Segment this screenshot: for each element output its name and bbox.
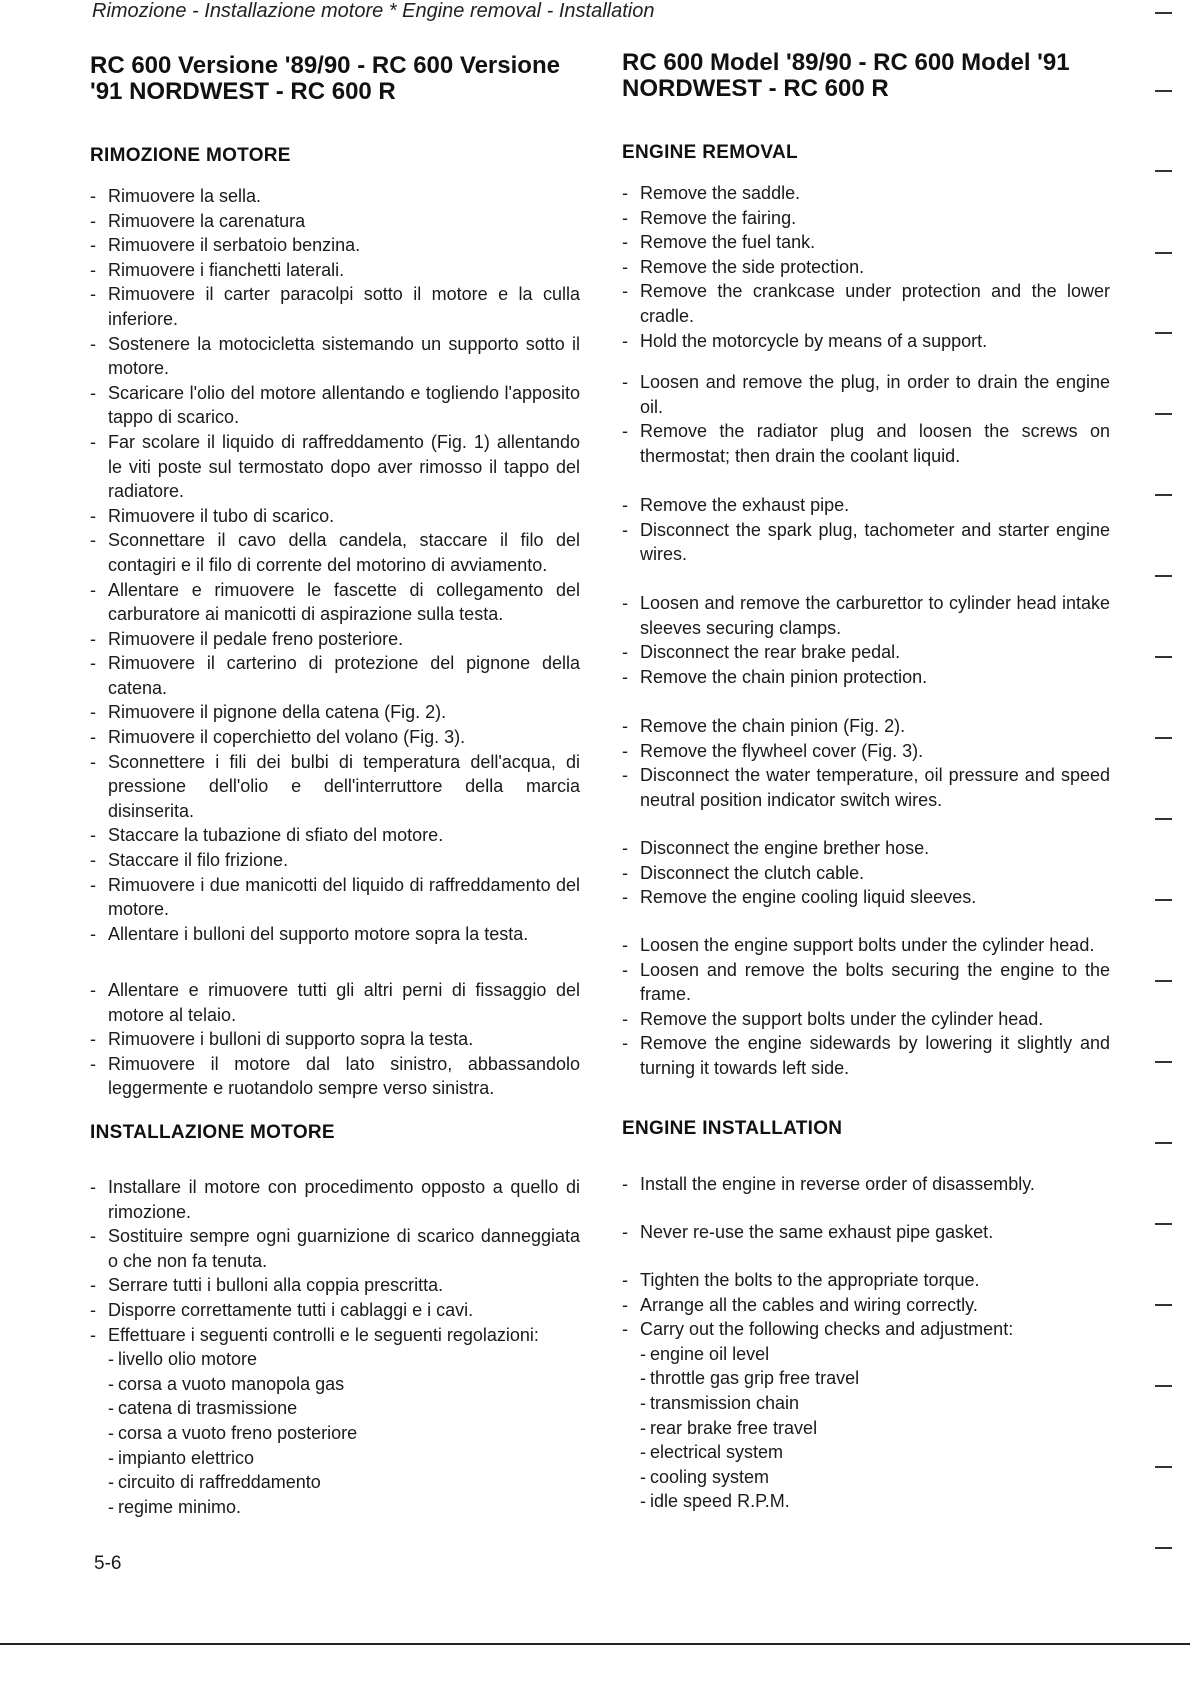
right-removal-heading: ENGINE REMOVAL <box>622 142 798 163</box>
step-item: - Rimuovere il coperchietto del volano (Fig. 3). <box>90 725 580 750</box>
check-item: - electrical system <box>640 1440 1110 1465</box>
edge-mark <box>1155 737 1172 739</box>
step-item: - Disporre correttamente tutti i cablaggi e i cavi. <box>90 1298 580 1323</box>
step-item: - Remove the support bolts under the cylinder head. <box>622 1007 1110 1032</box>
check-item: - cooling system <box>640 1465 1110 1490</box>
step-item: - Arrange all the cables and wiring correctly. <box>622 1293 1110 1318</box>
edge-mark <box>1155 575 1172 577</box>
edge-mark <box>1155 1061 1172 1063</box>
left-installation-heading: INSTALLAZIONE MOTORE <box>90 1122 335 1143</box>
step-item: - Remove the saddle. <box>622 181 1110 206</box>
step-item: - Rimuovere il serbatoio benzina. <box>90 233 580 258</box>
check-item: - corsa a vuoto manopola gas <box>108 1372 580 1397</box>
check-item: - regime minimo. <box>108 1495 580 1520</box>
check-item: - impianto elettrico <box>108 1446 580 1471</box>
check-item: - corsa a vuoto freno posteriore <box>108 1421 580 1446</box>
step-item: - Remove the exhaust pipe. <box>622 493 1110 518</box>
left-removal-list-1 <box>90 184 580 946</box>
step-item: - Sostenere la motocicletta sistemando un supporto sotto il motore. <box>90 332 580 381</box>
right-installation-list-1 <box>622 1172 1110 1197</box>
left-checks-list <box>90 1347 580 1519</box>
check-item: - catena di trasmissione <box>108 1396 580 1421</box>
step-item: - Disconnect the rear brake pedal. <box>622 640 1110 665</box>
edge-mark <box>1155 1547 1172 1549</box>
step-item: - Remove the fuel tank. <box>622 230 1110 255</box>
check-item: - livello olio motore <box>108 1347 580 1372</box>
step-item: - Staccare il filo frizione. <box>90 848 580 873</box>
running-title: Rimozione - Installazione motore * Engine removal - Installation <box>92 0 655 22</box>
step-item: - Rimuovere il tubo di scarico. <box>90 504 580 529</box>
step-item: - Never re-use the same exhaust pipe gasket. <box>622 1220 1110 1245</box>
step-item: - Effettuare i seguenti controlli e le seguenti regolazioni: <box>90 1323 580 1348</box>
edge-mark <box>1155 494 1172 496</box>
check-item: - engine oil level <box>640 1342 1110 1367</box>
step-item: - Remove the engine cooling liquid sleeves. <box>622 885 1110 910</box>
edge-mark <box>1155 1385 1172 1387</box>
step-item: - Disconnect the clutch cable. <box>622 861 1110 886</box>
right-installation-list-2 <box>622 1220 1110 1245</box>
step-item: - Allentare i bulloni del supporto motore sopra la testa. <box>90 922 580 947</box>
edge-mark <box>1155 1142 1172 1144</box>
step-item: - Scaricare l'olio del motore allentando e togliendo l'apposito tappo di scarico. <box>90 381 580 430</box>
edge-mark <box>1155 899 1172 901</box>
step-item: - Rimuovere i due manicotti del liquido di raffreddamento del motore. <box>90 873 580 922</box>
step-item: - Install the engine in reverse order of disassembly. <box>622 1172 1110 1197</box>
right-installation-list-3 <box>622 1268 1110 1342</box>
right-removal-list-5 <box>622 714 1110 812</box>
right-removal-list-2 <box>622 370 1110 468</box>
edge-mark <box>1155 90 1172 92</box>
check-item: - circuito di raffreddamento <box>108 1470 580 1495</box>
step-item: - Sconnettare il cavo della candela, staccare il filo del contagiri e il filo di corrente del motorino di avviamento. <box>90 528 580 577</box>
left-removal-heading: RIMOZIONE MOTORE <box>90 145 291 166</box>
step-item: - Allentare e rimuovere tutti gli altri perni di fissaggio del motore al telaio. <box>90 978 580 1027</box>
step-item: - Remove the flywheel cover (Fig. 3). <box>622 739 1110 764</box>
page-number: 5-6 <box>94 1553 122 1574</box>
right-removal-list-7 <box>622 933 1110 1081</box>
edge-mark <box>1155 170 1172 172</box>
edge-mark <box>1155 980 1172 982</box>
step-item: - Tighten the bolts to the appropriate torque. <box>622 1268 1110 1293</box>
step-item: - Serrare tutti i bulloni alla coppia prescritta. <box>90 1273 580 1298</box>
step-item: - Rimuovere la sella. <box>90 184 580 209</box>
step-item: - Rimuovere il motore dal lato sinistro, abbassandolo leggermente e ruotandolo sempre verso sinistra. <box>90 1052 580 1101</box>
step-item: - Rimuovere la carenatura <box>90 209 580 234</box>
step-item: - Allentare e rimuovere le fascette di collegamento del carburatore ai manicotti di aspirazione sulla testa. <box>90 578 580 627</box>
step-item: - Loosen and remove the carburettor to cylinder head intake sleeves securing clamps. <box>622 591 1110 640</box>
step-item: - Rimuovere i fianchetti laterali. <box>90 258 580 283</box>
step-item: - Remove the chain pinion protection. <box>622 665 1110 690</box>
step-item: - Rimuovere il carterino di protezione del pignone della catena. <box>90 651 580 700</box>
step-item: - Rimuovere il pedale freno posteriore. <box>90 627 580 652</box>
step-item: - Loosen and remove the bolts securing the engine to the frame. <box>622 958 1110 1007</box>
check-item: - idle speed R.P.M. <box>640 1489 1110 1514</box>
check-item: - transmission chain <box>640 1391 1110 1416</box>
step-item: - Disconnect the spark plug, tachometer and starter engine wires. <box>622 518 1110 567</box>
right-model-title: RC 600 Model '89/90 - RC 600 Model '91 NORDWEST - RC 600 R <box>622 49 1070 102</box>
edge-mark <box>1155 1304 1172 1306</box>
step-item: - Carry out the following checks and adjustment: <box>622 1317 1110 1342</box>
edge-mark <box>1155 1466 1172 1468</box>
check-item: - throttle gas grip free travel <box>640 1366 1110 1391</box>
right-removal-list-4 <box>622 591 1110 689</box>
step-item: - Staccare la tubazione di sfiato del motore. <box>90 823 580 848</box>
step-item: - Far scolare il liquido di raffreddamento (Fig. 1) allentando le viti poste sul termostato dopo aver rimosso il tappo del radiatore. <box>90 430 580 504</box>
right-removal-list-1 <box>622 181 1110 353</box>
step-item: - Remove the radiator plug and loosen the screws on thermostat; then drain the coolant liquid. <box>622 419 1110 468</box>
right-installation-heading: ENGINE INSTALLATION <box>622 1118 843 1139</box>
left-installation-block <box>90 1175 580 1519</box>
check-item: - rear brake free travel <box>640 1416 1110 1441</box>
step-item: - Sconnettere i fili dei bulbi di temperatura dell'acqua, di pressione dell'olio e dell'interruttore della marcia disinserita. <box>90 750 580 824</box>
edge-mark <box>1155 818 1172 820</box>
right-removal-list-3 <box>622 493 1110 567</box>
left-installation-list <box>90 1175 580 1347</box>
bottom-rule <box>0 1643 1190 1645</box>
left-removal-list-2 <box>90 978 580 1101</box>
edge-mark <box>1155 12 1172 14</box>
step-item: - Sostituire sempre ogni guarnizione di scarico danneggiata o che non fa tenuta. <box>90 1224 580 1273</box>
step-item: - Installare il motore con procedimento opposto a quello di rimozione. <box>90 1175 580 1224</box>
step-item: - Hold the motorcycle by means of a support. <box>622 329 1110 354</box>
right-installation-block <box>622 1268 1110 1514</box>
step-item: - Loosen and remove the plug, in order to drain the engine oil. <box>622 370 1110 419</box>
edge-mark <box>1155 413 1172 415</box>
step-item: - Remove the crankcase under protection and the lower cradle. <box>622 279 1110 328</box>
edge-mark <box>1155 252 1172 254</box>
step-item: - Rimuovere i bulloni di supporto sopra la testa. <box>90 1027 580 1052</box>
edge-mark <box>1155 1223 1172 1225</box>
edge-mark <box>1155 656 1172 658</box>
left-model-title: RC 600 Versione '89/90 - RC 600 Versione '91 NORDWEST - RC 600 R <box>90 52 560 105</box>
step-item: - Disconnect the engine brether hose. <box>622 836 1110 861</box>
step-item: - Rimuovere il pignone della catena (Fig. 2). <box>90 700 580 725</box>
step-item: - Remove the fairing. <box>622 206 1110 231</box>
step-item: - Loosen the engine support bolts under the cylinder head. <box>622 933 1110 958</box>
step-item: - Remove the side protection. <box>622 255 1110 280</box>
step-item: - Rimuovere il carter paracolpi sotto il motore e la culla inferiore. <box>90 282 580 331</box>
right-removal-list-6 <box>622 836 1110 910</box>
edge-mark <box>1155 332 1172 334</box>
right-checks-list <box>622 1342 1110 1514</box>
step-item: - Remove the engine sidewards by lowering it slightly and turning it towards left side. <box>622 1031 1110 1080</box>
step-item: - Disconnect the water temperature, oil pressure and speed neutral position indicator switch wires. <box>622 763 1110 812</box>
step-item: - Remove the chain pinion (Fig. 2). <box>622 714 1110 739</box>
